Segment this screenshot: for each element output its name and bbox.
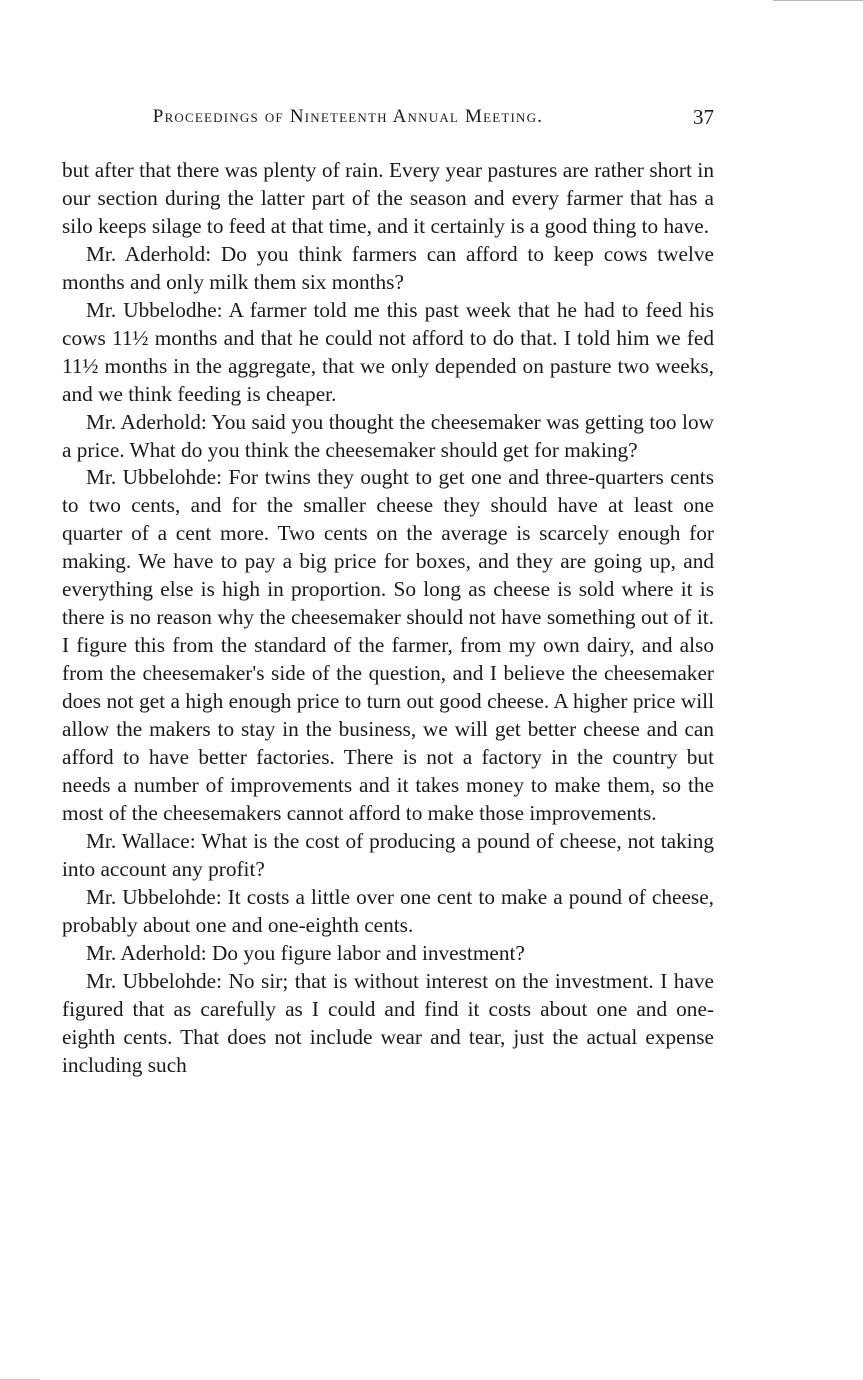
paragraph-ubbelohde-answer-4: Mr. Ubbelohde: No sir; that is without interest on the investment. I have figured that as carefully as I could and find it costs about one and one-eighth cents. That does not include wear and tear, just the actual expense including such: [62, 968, 714, 1077]
running-head: [62, 103, 714, 131]
page-number: 37: [693, 105, 714, 129]
scan-edge-line: [773, 0, 863, 1]
paragraph-aderhold-question-2: Mr. Aderhold: You said you thought the cheesemaker was getting too low a price. What do you think the cheesemaker should get for making?: [62, 409, 714, 462]
body-text: [62, 157, 714, 1079]
paragraph-ubbelodhe-answer-1: Mr. Ubbelodhe: A farmer told me this past week that he had to feed his cows 11½ months and that he could not afford to do that. I told him we fed 11½ months in the aggregate, that we only depended on pasture two weeks, and we think feeding is cheaper.: [62, 297, 714, 406]
paragraph-wallace-question: Mr. Wallace: What is the cost of producing a pound of cheese, not taking into account any profit?: [62, 828, 714, 881]
paragraph-ubbelohde-answer-2: Mr. Ubbelohde: For twins they ought to get one and three-quarters cents to two cents, and for the smaller cheese they should have at least one quarter of a cent more. Two cents on the average is scarcely enough for making. We have to pay a big price for boxes, and they are going up, and everything else is high in proportion. So long as cheese is sold where it is there is no reason why the cheesemaker should not have something out of it. I figure this from the standard of the farmer, from my own dairy, and also from the cheesemaker's side of the question, and I believe the cheesemaker does not get a high enough price to turn out good cheese. A higher price will allow the makers to stay in the business, we will get better cheese and can afford to have better factories. There is not a factory in the country but needs a number of improvements and it takes money to make them, so the most of the cheesemakers cannot afford to make those improvements.: [62, 465, 714, 825]
paragraph-continued: but after that there was plenty of rain. Every year pastures are rather short in our section during the latter part of the season and every farmer that has a silo keeps silage to feed at that time, and it certainly is a good thing to have.: [62, 158, 714, 238]
paragraph-aderhold-question-1: Mr. Aderhold: Do you think farmers can afford to keep cows twelve months and only milk them six months?: [62, 241, 714, 294]
paragraph-ubbelohde-answer-3: Mr. Ubbelohde: It costs a little over one cent to make a pound of cheese, probably about one and one-eighth cents.: [62, 884, 714, 937]
paragraph-aderhold-question-3: Mr. Aderhold: Do you figure labor and investment?: [86, 940, 525, 965]
running-title: Proceedings of Nineteenth Annual Meeting.: [152, 106, 544, 127]
